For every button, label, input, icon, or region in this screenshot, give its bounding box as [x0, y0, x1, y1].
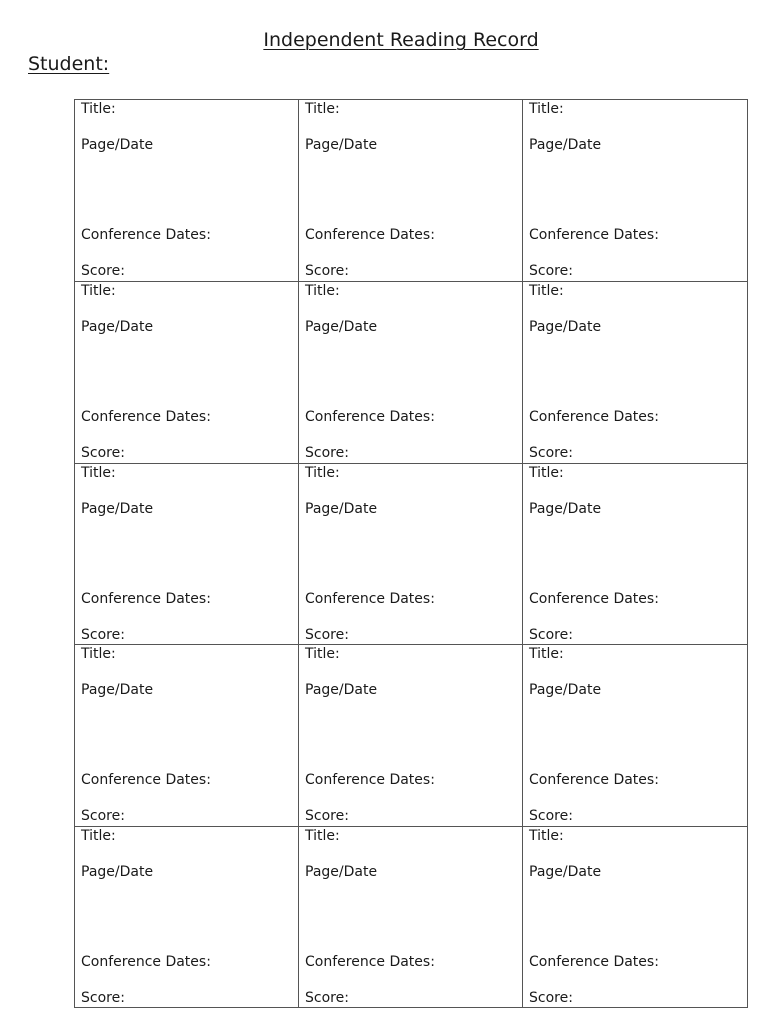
title-field-label: Title: [305, 646, 340, 662]
conference-dates-field-label: Conference Dates: [81, 409, 211, 425]
title-field-label: Title: [529, 828, 564, 844]
student-label: Student: [28, 53, 110, 75]
record-entry-cell[interactable] [298, 644, 522, 826]
score-field-label: Score: [305, 627, 349, 643]
title-field-label: Title: [81, 101, 116, 117]
title-field-label: Title: [529, 465, 564, 481]
record-entry-cell[interactable] [298, 99, 522, 281]
conference-dates-field-label: Conference Dates: [529, 772, 659, 788]
conference-dates-field-label: Conference Dates: [529, 954, 659, 970]
page-date-field-label: Page/Date [529, 137, 602, 153]
conference-dates-field-label: Conference Dates: [81, 227, 211, 243]
score-field-label: Score: [81, 263, 125, 279]
page-date-field-label: Page/Date [81, 501, 154, 517]
score-field-label: Score: [81, 627, 125, 643]
record-entry-cell[interactable] [522, 463, 748, 644]
reading-record-grid [74, 99, 748, 1008]
record-entry-cell[interactable] [522, 281, 748, 463]
title-field-label: Title: [305, 283, 340, 299]
score-field-label: Score: [81, 808, 125, 824]
record-entry-cell[interactable] [74, 463, 298, 644]
page-date-field-label: Page/Date [529, 319, 602, 335]
conference-dates-field-label: Conference Dates: [305, 591, 435, 607]
conference-dates-field-label: Conference Dates: [305, 227, 435, 243]
record-entry-cell[interactable] [74, 281, 298, 463]
score-field-label: Score: [305, 445, 349, 461]
conference-dates-field-label: Conference Dates: [305, 772, 435, 788]
conference-dates-field-label: Conference Dates: [529, 591, 659, 607]
score-field-label: Score: [529, 627, 573, 643]
score-field-label: Score: [305, 263, 349, 279]
title-field-label: Title: [81, 646, 116, 662]
record-entry-cell[interactable] [522, 644, 748, 826]
score-field-label: Score: [81, 445, 125, 461]
page-date-field-label: Page/Date [81, 137, 154, 153]
title-field-label: Title: [529, 283, 564, 299]
score-field-label: Score: [305, 808, 349, 824]
score-field-label: Score: [529, 808, 573, 824]
record-entry-cell[interactable] [74, 644, 298, 826]
record-entry-cell[interactable] [522, 826, 748, 1008]
title-field-label: Title: [529, 646, 564, 662]
page-date-field-label: Page/Date [305, 501, 378, 517]
title-field-label: Title: [305, 101, 340, 117]
title-field-label: Title: [305, 828, 340, 844]
score-field-label: Score: [529, 990, 573, 1006]
page-title: Independent Reading Record [263, 29, 539, 51]
score-field-label: Score: [305, 990, 349, 1006]
record-entry-cell[interactable] [74, 826, 298, 1008]
conference-dates-field-label: Conference Dates: [305, 954, 435, 970]
conference-dates-field-label: Conference Dates: [529, 409, 659, 425]
page-date-field-label: Page/Date [81, 319, 154, 335]
title-field-label: Title: [81, 828, 116, 844]
page-date-field-label: Page/Date [529, 682, 602, 698]
conference-dates-field-label: Conference Dates: [81, 772, 211, 788]
conference-dates-field-label: Conference Dates: [529, 227, 659, 243]
record-entry-cell[interactable] [522, 99, 748, 281]
score-field-label: Score: [81, 990, 125, 1006]
conference-dates-field-label: Conference Dates: [81, 954, 211, 970]
score-field-label: Score: [529, 445, 573, 461]
page-date-field-label: Page/Date [305, 319, 378, 335]
record-entry-cell[interactable] [298, 826, 522, 1008]
conference-dates-field-label: Conference Dates: [305, 409, 435, 425]
page-date-field-label: Page/Date [305, 137, 378, 153]
title-field-label: Title: [305, 465, 340, 481]
page-date-field-label: Page/Date [305, 682, 378, 698]
record-entry-cell[interactable] [298, 463, 522, 644]
title-field-label: Title: [81, 465, 116, 481]
page-date-field-label: Page/Date [529, 501, 602, 517]
record-entry-cell[interactable] [298, 281, 522, 463]
page-date-field-label: Page/Date [305, 864, 378, 880]
page-date-field-label: Page/Date [81, 682, 154, 698]
score-field-label: Score: [529, 263, 573, 279]
page-date-field-label: Page/Date [529, 864, 602, 880]
record-entry-cell[interactable] [74, 99, 298, 281]
conference-dates-field-label: Conference Dates: [81, 591, 211, 607]
title-field-label: Title: [529, 101, 564, 117]
page-date-field-label: Page/Date [81, 864, 154, 880]
title-field-label: Title: [81, 283, 116, 299]
